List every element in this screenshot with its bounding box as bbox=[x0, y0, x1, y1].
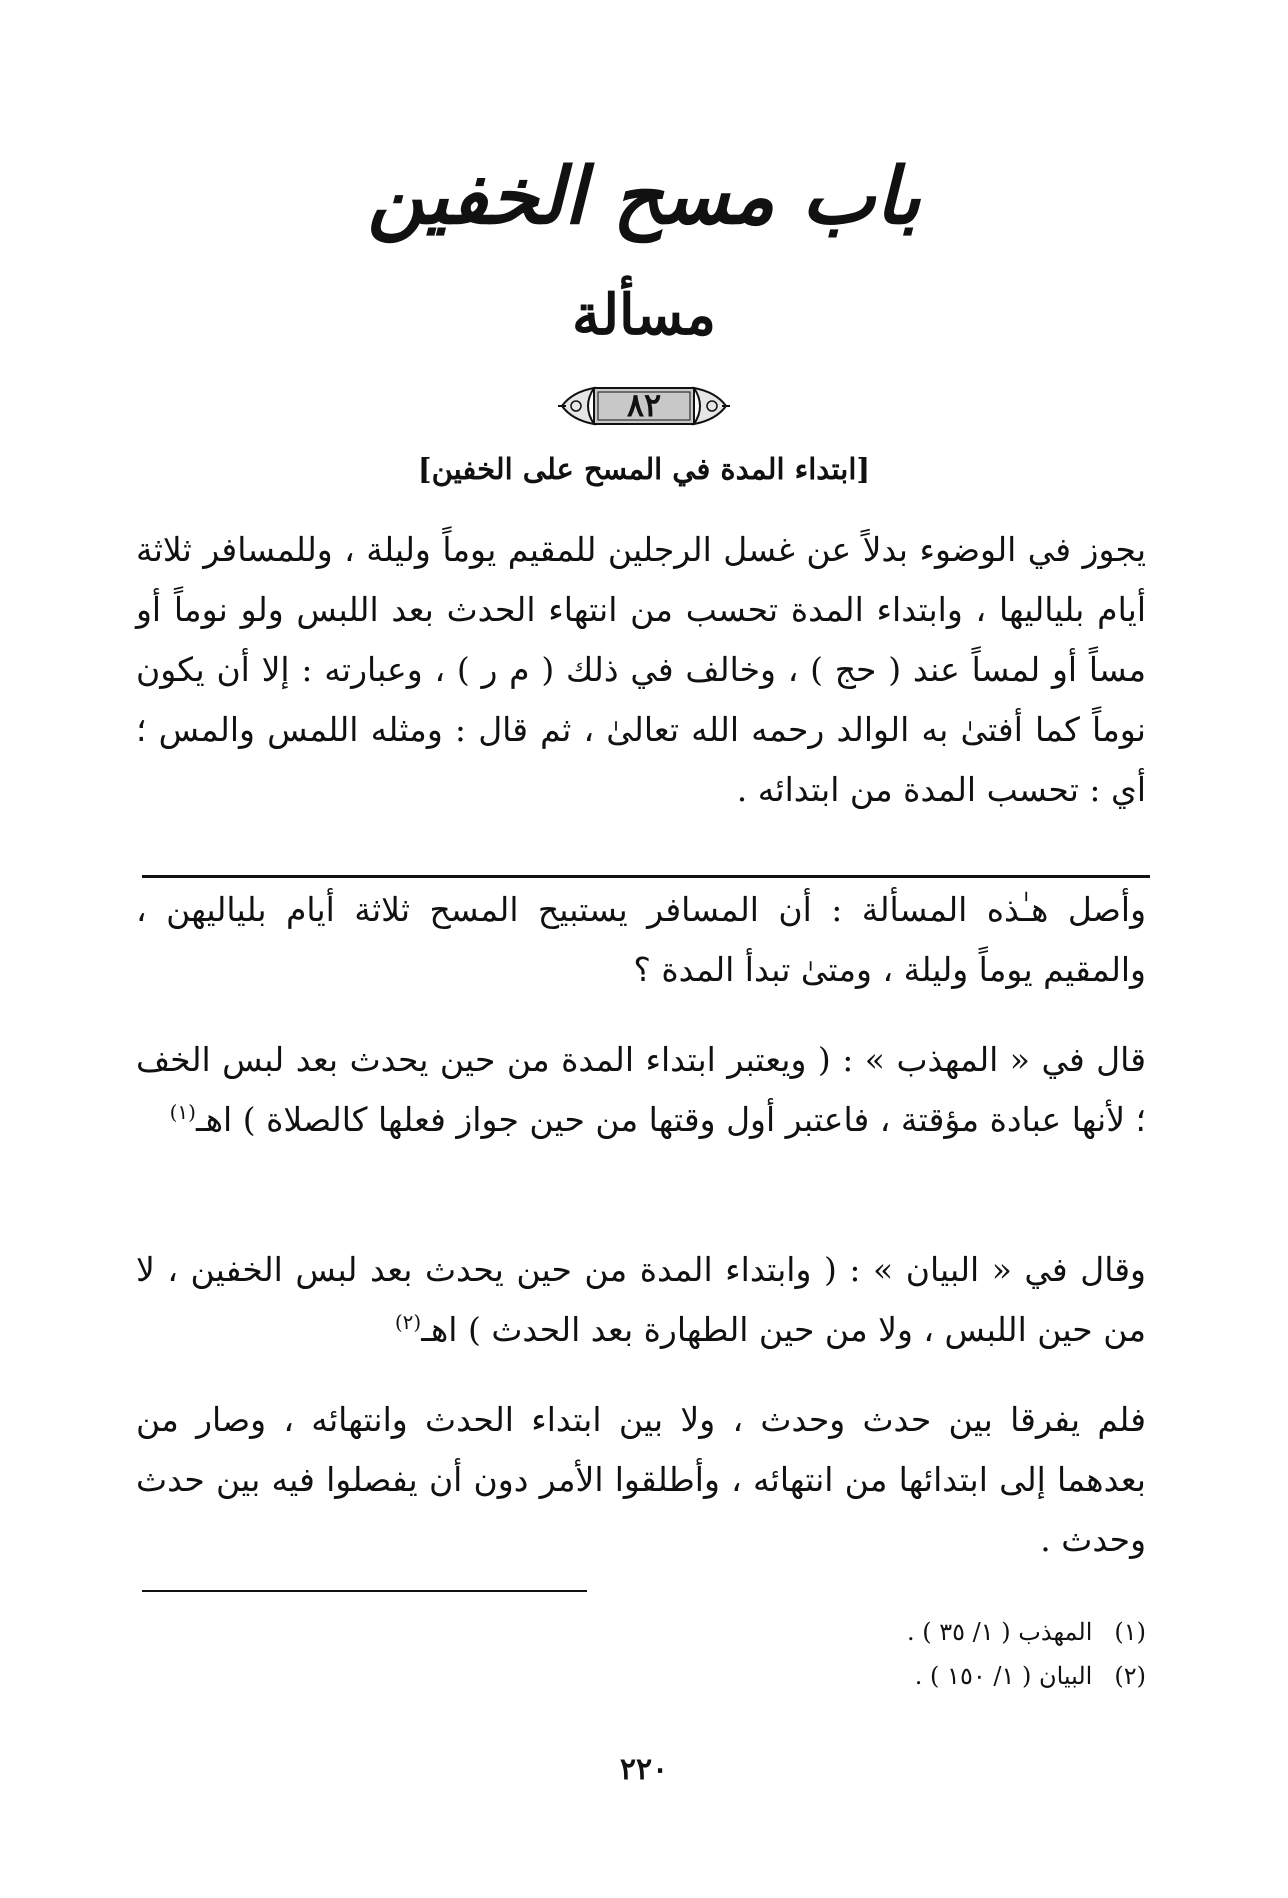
masala-heading: مسألة bbox=[571, 282, 717, 348]
commentary-paragraph-2 bbox=[136, 1030, 1146, 1150]
commentary-paragraph-4 bbox=[136, 1390, 1146, 1570]
commentary-text-3: وقال في « البيان » : ( وابتداء المدة من حين يحدث بعد لبس الخفين ، لا من حين اللبس ، ولا من حين الطهارة بعد الحدث ) اهـ bbox=[136, 1250, 1146, 1349]
commentary-paragraph-1 bbox=[136, 880, 1146, 1000]
footnote-2 bbox=[446, 1654, 1146, 1698]
footnote-marker: (١) bbox=[1114, 1618, 1146, 1646]
chapter-title: باب مسح الخفين bbox=[367, 151, 921, 242]
commentary-text-4: فلم يفرقا بين حدث وحدث ، ولا بين ابتداء الحدث وانتهائه ، وصار من بعدهما إلى ابتدائها من انتهائه ، وأطلقوا الأمر دون أن يفصلوا فيه بين حدث وحدث . bbox=[136, 1400, 1146, 1559]
masala-number: ٨٢ bbox=[626, 386, 662, 424]
commentary-paragraph-3 bbox=[136, 1240, 1146, 1360]
main-text bbox=[136, 520, 1146, 820]
footnote-divider bbox=[142, 1590, 587, 1592]
commentary-text-2: قال في « المهذب » : ( ويعتبر ابتداء المدة من حين يحدث بعد لبس الخف ؛ لأنها عبادة مؤقتة ، فاعتبر أول وقتها من حين جواز فعلها كالصلاة ) اهـ bbox=[136, 1040, 1146, 1139]
page-number: ٢٢٠ bbox=[619, 1752, 669, 1787]
footnotes bbox=[446, 1610, 1146, 1698]
footnote-marker: (٢) bbox=[1114, 1662, 1146, 1690]
masala-subtitle: [ابتداء المدة في المسح على الخفين] bbox=[417, 452, 871, 486]
footnote-ref-2: (٢) bbox=[394, 1310, 422, 1334]
footnote-text: البيان ( ١/ ١٥٠ ) . bbox=[914, 1662, 1093, 1690]
section-divider bbox=[142, 875, 1150, 878]
masala-number-ornament bbox=[554, 382, 734, 430]
main-paragraph: يجوز في الوضوء بدلاً عن غسل الرجلين للمقيم يوماً وليلة ، وللمسافر ثلاثة أيام بلياليها ، وابتداء المدة تحسب من انتهاء الحدث بعد اللبس ولو نوماً أو مساً أو لمساً عند ( حج ) ، وخالف في ذلك ( م ر ) ، وعبارته : إلا أن يكون نوماً كما أفتىٰ به الوالد رحمه الله تعالىٰ ، ثم قال : ومثله اللمس والمس ؛ أي : تحسب المدة من ابتدائه . bbox=[136, 530, 1146, 809]
footnote-1 bbox=[446, 1610, 1146, 1654]
commentary-text-1: وأصل هـٰذه المسألة : أن المسافر يستبيح المسح ثلاثة أيام بلياليهن ، والمقيم يوماً وليلة ، ومتىٰ تبدأ المدة ؟ bbox=[136, 890, 1146, 989]
footnote-ref-1: (١) bbox=[169, 1100, 196, 1124]
footnote-text: المهذب ( ١/ ٣٥ ) . bbox=[906, 1618, 1093, 1646]
